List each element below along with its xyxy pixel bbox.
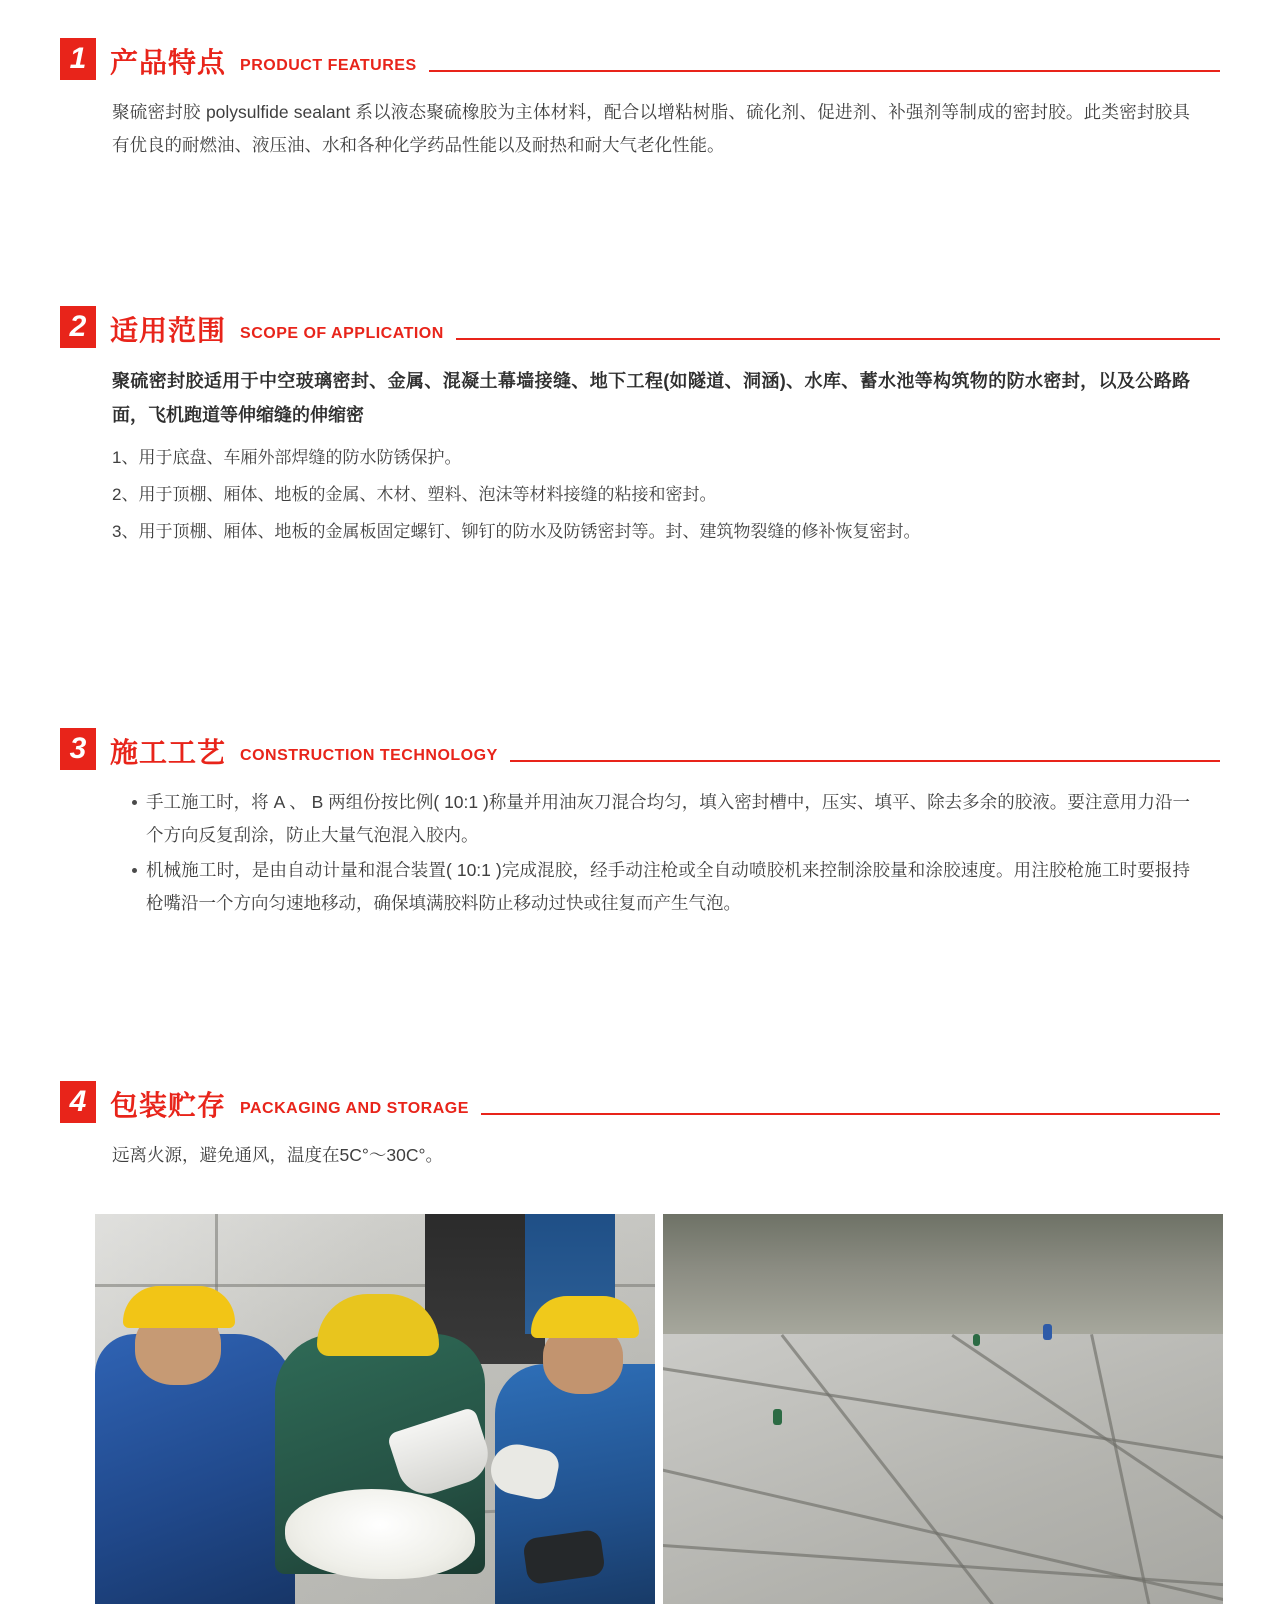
workers-mixing-sealant-photo bbox=[95, 1214, 655, 1604]
paragraph: 聚硫密封胶 polysulfide sealant 系以液态聚硫橡胶为主体材料，配合以增粘树脂、硫化剂、促进剂、补强剂等制成的密封胶。此类密封胶具有优良的耐燃油、液压油、水和各种化学药品性能以及耐热和耐大气老化性能。 bbox=[112, 102, 1190, 155]
section-body bbox=[60, 786, 1220, 920]
lead-paragraph: 聚硫密封胶适用于中空玻璃密封、金属、混凝土幕墙接缝、地下工程(如隧道、洞涵)、水库、蓄水池等构筑物的防水密封，以及公路路面，飞机跑道等伸缩缝的伸缩密 bbox=[112, 371, 1190, 425]
section-title-en: PACKAGING AND STORAGE bbox=[240, 1100, 469, 1117]
list-item: 1、用于底盘、车厢外部焊缝的防水防锈保护。 bbox=[112, 448, 462, 467]
list-item: 2、用于顶棚、厢体、地板的金属、木材、塑料、泡沫等材料接缝的粘接和密封。 bbox=[112, 485, 717, 504]
section-title-cn: 产品特点 bbox=[110, 47, 227, 78]
section-body bbox=[60, 96, 1220, 162]
section-header bbox=[60, 1075, 1220, 1123]
section-title-cn: 包装贮存 bbox=[110, 1090, 227, 1121]
list-item: 3、用于顶棚、厢体、地板的金属板固定螺钉、铆钉的防水及防锈密封等。封、建筑物裂缝的修补恢复密封。 bbox=[112, 522, 921, 541]
section-number-badge: 1 bbox=[60, 38, 96, 80]
section-divider-rule bbox=[429, 70, 1220, 72]
section-title-cn: 施工工艺 bbox=[110, 737, 227, 768]
section-divider-rule bbox=[481, 1113, 1220, 1115]
section-divider-rule bbox=[456, 338, 1220, 340]
section-title-cn: 适用范围 bbox=[110, 315, 227, 346]
section-header bbox=[60, 300, 1220, 348]
section-number-badge: 2 bbox=[60, 306, 96, 348]
section-number-badge: 4 bbox=[60, 1081, 96, 1123]
paragraph: 远离火源，避免通风，温度在5C°～30C°。 bbox=[112, 1145, 443, 1165]
section-packaging-and-storage bbox=[60, 1075, 1220, 1172]
section-header bbox=[60, 722, 1220, 770]
section-title-en: CONSTRUCTION TECHNOLOGY bbox=[240, 747, 498, 764]
list-item: 机械施工时，是由自动计量和混合装置( 10:1 )完成混胶，经手动注枪或全自动喷胶机来控制涂胶量和涂胶速度。用注胶枪施工时要报持枪嘴沿一个方向匀速地移动，确保填满胶料防止移动过快或往复而产生气泡。 bbox=[132, 854, 1190, 920]
section-title-en: SCOPE OF APPLICATION bbox=[240, 325, 444, 342]
section-divider-rule bbox=[510, 760, 1220, 762]
section-header bbox=[60, 32, 1220, 80]
concrete-slope-construction-photo bbox=[663, 1214, 1223, 1604]
section-body bbox=[60, 364, 1220, 547]
section-body bbox=[60, 1139, 1220, 1172]
document-page bbox=[0, 32, 1280, 1539]
section-title-en: PRODUCT FEATURES bbox=[240, 57, 417, 74]
section-number-badge: 3 bbox=[60, 728, 96, 770]
photo-row bbox=[60, 1214, 1220, 1604]
list-item: 手工施工时，将 A 、 B 两组份按比例( 10:1 )称量并用油灰刀混合均匀，填入密封槽中，压实、填平、除去多余的胶液。要注意用力沿一个方向反复刮涂，防止大量气泡混入胶内。 bbox=[132, 786, 1190, 852]
bullet-list bbox=[112, 786, 1190, 920]
section-construction-technology bbox=[60, 722, 1220, 920]
section-scope-of-application bbox=[60, 300, 1220, 547]
section-product-features bbox=[60, 32, 1220, 162]
